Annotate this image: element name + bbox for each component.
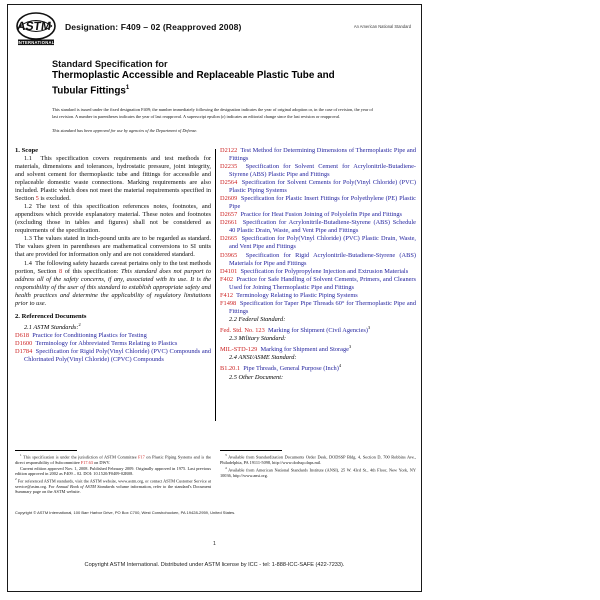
reference-item xyxy=(220,163,416,179)
other-document-label-text: 2.5 Other Document: xyxy=(229,373,284,381)
dod-approval-notice: This standard has been approved for use by agencies of the Department of Defense. xyxy=(52,127,198,133)
copyright-notice: Copyright © ASTM International, 100 Barr Harbor Drive, PO Box C700, West Conshohocken, PA 19428-2959, United States. xyxy=(15,510,236,515)
license-notice: Copyright ASTM International. Distributed under ASTM license by ICC - tel: 1-888-ICC-SAFE (422-7233). xyxy=(84,562,345,568)
astm-logo-icon xyxy=(15,12,57,46)
reference-item xyxy=(220,195,416,211)
military-standard-label-text: 2.3 Military Standard: xyxy=(229,335,287,343)
footnote-3-text: Available from Standardization Documents Order Desk, DODSSP Bldg. 4, Section D, 700 Robbins Ave., Philadelphia, PA 19111-5098, http://www.dodssp.daps.mil. xyxy=(220,454,416,466)
scope-heading: 1. Scope xyxy=(15,146,39,154)
footnote-edition: Current edition approved Nov. 1, 2008. Published February 2009. Originally approved in 1975. Last previous edition approved in 2002 as F409 – 02. DOI: 10.1520/F0409-02R08. xyxy=(15,465,211,477)
reference-title[interactable]: Specification for Solvent Cements for Poly(Vinyl Chloride) (PVC) Plastic Piping Systems xyxy=(229,179,416,195)
footnote-3 xyxy=(220,453,416,466)
scope-paragraph-1-4: 1.4 The following safety hazards caveat pertains only to the test methods portion, Section 8 of this specification: This standard does not purport to address all of the safety concerns, if any, associated with its use. It is the responsibility of the user of this standard to establish appropriate safety and health practices and determine the applicability of regulatory limitations prior to use. xyxy=(15,259,211,307)
other-document-label xyxy=(220,374,416,382)
astm-standards-footnote-marker: 2 xyxy=(78,321,81,327)
footnote-4 xyxy=(220,466,416,479)
reference-id[interactable]: D4101 xyxy=(220,267,238,275)
reference-title[interactable]: Marking for Shipment (Civil Agencies) xyxy=(267,327,369,335)
reference-item xyxy=(15,332,211,340)
astm-reference-list-right xyxy=(220,147,416,316)
reference-title[interactable]: Specification for Acrylonitrile-Butadiene-Styrene (ABS) Schedule 40 Plastic Drain, Waste, and Vent Pipe and Fittings xyxy=(229,219,416,235)
reference-title[interactable]: Terminology for Abbreviated Terms Relating to Plastics xyxy=(35,340,178,348)
title-line-1: Thermoplastic Accessible and Replaceable Plastic Tube and xyxy=(52,70,335,81)
reference-item xyxy=(220,268,416,276)
astm-logo xyxy=(15,11,59,46)
footnote-rule xyxy=(15,450,77,451)
reference-title[interactable]: Pipe Threads, General Purpose (Inch) xyxy=(243,365,339,373)
reference-footnote-marker: 3 xyxy=(368,324,371,330)
reference-id[interactable]: D2122 xyxy=(220,146,238,154)
reference-title[interactable]: Specification for Polypropylene Injection and Extrusion Materials xyxy=(240,267,409,275)
astm-standards-label xyxy=(15,321,211,332)
svg-text:ASTM: ASTM xyxy=(16,19,52,33)
reference-id[interactable]: B1.20.1 xyxy=(220,365,241,373)
reference-title[interactable]: Specification for Plastic Insert Fittings for Polyethylene (PE) Plastic Pipe xyxy=(229,195,416,211)
footnotes-area xyxy=(15,450,415,495)
military-standard-label xyxy=(220,335,416,343)
reference-id[interactable]: D2609 xyxy=(220,195,238,203)
title-line-2: Tubular Fittings xyxy=(52,85,126,97)
footnote-marker: 2 xyxy=(15,476,17,481)
reference-title[interactable]: Specification for Poly(Vinyl Chloride) (PVC) Plastic Drain, Waste, and Vent Pipe and Fittings xyxy=(229,235,416,251)
reference-item xyxy=(220,292,416,300)
subcommittee-link[interactable]: F17.63 xyxy=(80,460,93,466)
reference-title[interactable]: Practice for Safe Handling of Solvent Cements, Primers, and Cleaners Used for Joining Thermoplastic Pipe and Fittings xyxy=(229,275,417,291)
reference-id[interactable]: D618 xyxy=(15,331,30,339)
reference-id[interactable]: D2657 xyxy=(220,211,238,219)
footnote-1: $^1$ This specification is under the jurisdiction of ASTM Committee F17 on Plastic Piping Systems and is the direct responsibility of Subcommittee F17.63 on DWV. xyxy=(15,453,211,466)
reference-item xyxy=(15,340,211,348)
reference-id[interactable]: D2235 xyxy=(220,163,238,171)
reference-title[interactable]: Specification for Rigid Acrylonitrile-Butadiene-Styrene (ABS) Materials for Pipe and Fittings xyxy=(229,251,416,267)
footnote-marker: 1 xyxy=(20,453,22,458)
reference-id[interactable]: F1498 xyxy=(220,299,237,307)
left-column xyxy=(15,147,211,382)
reference-id[interactable]: MIL-STD-129 xyxy=(220,346,258,354)
title-block xyxy=(8,46,421,98)
body-columns xyxy=(8,133,421,382)
reference-item xyxy=(220,179,416,195)
reference-title[interactable]: Specification for Rigid Poly(Vinyl Chloride) (PVC) Compounds and Chlorinated Poly(Vinyl Chloride) (CPVC) Compounds xyxy=(24,348,211,364)
reference-title[interactable]: Test Method for Determining Dimensions of Thermoplastic Pipe and Fittings xyxy=(229,146,417,162)
referenced-documents-heading: 2. Referenced Documents xyxy=(15,312,87,320)
reference-item xyxy=(220,211,416,219)
reference-item xyxy=(220,235,416,251)
title-prefix: Standard Specification for xyxy=(52,59,168,69)
astm-reference-list-left xyxy=(15,332,211,364)
footnotes-left xyxy=(15,450,211,495)
scope-paragraph-1-1: 1.1 This specification covers requirements and test methods for materials, dimensions and tolerances, hydrostatic pressure, joint integrity, and solvent cement for thermoplastic tube and fittings for accessible and replaceable domestic waste connections. Marking requirements are also included. Plastic which does not meet the material requirements specified in Section 5 is excluded. xyxy=(15,154,211,203)
right-column xyxy=(220,147,416,382)
issue-boilerplate: This standard is issued under the fixed designation F409; the number immediately following the designation indicates the year of original adoption or, in the case of revision, the year of last revision. A number in parentheses indicates the year of last reapproval. A superscript epsilon (ε) indicates an editorial change since the last revision or reapproval. xyxy=(52,107,373,119)
federal-standard-label-text: 2.2 Federal Standard: xyxy=(229,315,286,323)
reference-id[interactable]: D2564 xyxy=(220,179,238,187)
scope-paragraph-1-3: 1.3 The values stated in inch-pound units are to be regarded as standard. The values given in parentheses are mathematical conversions to SI units that are provided for information only and are not considered standard. xyxy=(15,235,211,259)
reference-item xyxy=(220,219,416,235)
reference-item xyxy=(220,276,416,292)
reference-id[interactable]: D2665 xyxy=(220,235,238,243)
safety-caveat-text: This standard does not purport to address all of the safety concerns, if any, associated with its use. It is the responsibility of the user of this standard to establish appropriate safety and health practices and determine the applicability of regulatory limitations prior to use. xyxy=(15,267,211,307)
reference-id[interactable]: Fed. Std. No. 123 xyxy=(220,327,265,335)
document-title xyxy=(52,70,381,98)
reference-id[interactable]: D1600 xyxy=(15,340,33,348)
reference-title[interactable]: Terminology Relating to Plastic Piping Systems xyxy=(236,291,358,299)
reference-item-ansi xyxy=(220,362,416,373)
reference-item xyxy=(15,348,211,364)
page-sheet xyxy=(7,4,422,592)
federal-standard-label xyxy=(220,316,416,324)
reference-title[interactable]: Specification for Solvent Cement for Acrylonitrile-Butadiene-Styrene (ABS) Plastic Pipe and Fittings xyxy=(229,163,416,179)
reference-title[interactable]: Marking for Shipment and Storage xyxy=(260,346,349,354)
footnote-rule xyxy=(220,450,282,451)
designation-text: Designation: F409 – 02 (Reapproved 2008) xyxy=(65,22,242,32)
reference-item xyxy=(220,300,416,316)
column-divider xyxy=(215,149,216,421)
committee-link[interactable]: F17 xyxy=(138,454,145,460)
footnote-2: $^2$ For referenced ASTM standards, visit the ASTM website, www.astm.org, or contact ASTM Customer Service at service@astm.org. For Annual Book of ASTM Standards volume information, refer to the standard's Document Summary page on the ASTM website. xyxy=(15,476,212,495)
ansi-standard-label-text: 2.4 ANSI/ASME Standard: xyxy=(229,354,297,362)
svg-text:INTERNATIONAL: INTERNATIONAL xyxy=(17,39,55,45)
reference-title[interactable]: Practice for Conditioning Plastics for Testing xyxy=(32,331,147,339)
american-national-standard-label: An American National Standard xyxy=(353,24,411,29)
reference-item-federal xyxy=(220,324,416,335)
reference-id[interactable]: D1784 xyxy=(15,348,33,356)
reference-title[interactable]: Practice for Heat Fusion Joining of Polyolefin Pipe and Fittings xyxy=(240,211,403,219)
scope-paragraph-1-2: 1.2 The text of this specification references notes, footnotes, and appendixes which provide explanatory material. These notes and footnotes (excluding those in tables and figures) shall not be considered as requirements of the specification. xyxy=(15,203,211,235)
section-5-link[interactable]: 5 xyxy=(35,195,39,203)
footnote-marker: 4 xyxy=(225,465,227,470)
reference-id[interactable]: F412 xyxy=(220,291,234,299)
page-number: 1 xyxy=(213,541,216,547)
reference-footnote-marker: 4 xyxy=(338,363,342,369)
reference-item xyxy=(220,252,416,268)
reference-footnote-marker: 3 xyxy=(348,344,352,350)
footnotes-right xyxy=(220,450,416,495)
reference-id[interactable]: D2661 xyxy=(220,219,238,227)
astm-standards-label-text: 2.1 ASTM Standards: xyxy=(24,323,79,331)
reference-title[interactable]: Specification for Taper Pipe Threads 60° for Thermoplastic Pipe and Fittings xyxy=(229,299,416,315)
footnote-4-text: Available from American National Standards Institute (ANSI), 25 W. 43rd St., 4th Floor, New York, NY 10036, http://www.ansi.org. xyxy=(220,467,416,478)
title-footnote-marker: 1 xyxy=(125,85,130,92)
reference-id[interactable]: D3965 xyxy=(220,251,238,259)
reference-id[interactable]: F402 xyxy=(220,275,234,283)
document-header xyxy=(8,5,421,46)
footnote-marker: 3 xyxy=(225,453,227,458)
reference-item-military xyxy=(220,343,416,354)
reference-item xyxy=(220,147,416,163)
section-8-link[interactable]: 8 xyxy=(59,267,63,275)
ansi-standard-label xyxy=(220,354,416,362)
